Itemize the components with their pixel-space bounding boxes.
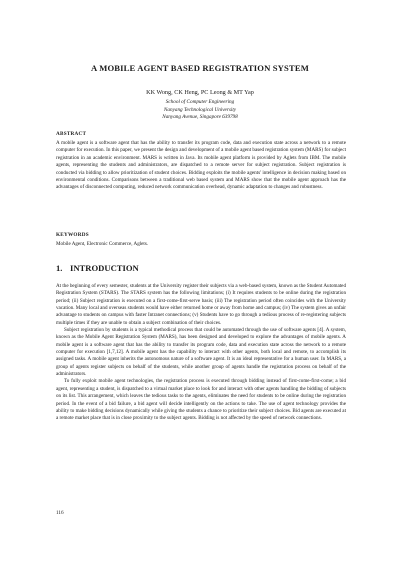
keywords-heading: KEYWORDS (56, 232, 89, 238)
body-paragraph: To fully exploit mobile agent technologies, the registration process is executed through bidding instead of first-come-first-come; a bid agent, representing a student, is dispatched to a virtual market place to look for and interact with other agents handling the bidding of subjects on its list. This arrangement, which leaves the tedious tasks to the agents, eliminates the need for students to be online during the registration period. In the event of a bid failure, a bid agent will decide intelligently on the actions to take. The use of agent technology provides the ability to make bidding decisions dynamically while giving the students a chance to prioritize their subject choices. Bid agents are executed at a remote market place that is in close proximity to the subject agents. Bidding is not affected by the speed of network connections. (56, 378, 346, 422)
abstract-text: A mobile agent is a software agent that has the ability to transfer its program code, data and execution state across a network to a remote computer for execution. In this paper, we present the design and development of a mobile agent based registration system (MARS) for subject registration in an academic environment. MARS is written in Java. Its mobile agent platform is provided by Aglets from IBM. The mobile agents, representing the students and administrators, are dispatched to a remote server for subject registration. Subject registration is conducted via bidding to allow prioritization of student choices. Bidding exploits the mobile agents' intelligence in decision making based on environmental conditions. Comparisons between a traditional web based system and MARS show that the mobile agent approach has the advantages of disconnected computing, reduced network communication overhead, dynamic adaptation to changes and robustness. (56, 140, 346, 191)
paper-title: A MOBILE AGENT BASED REGISTRATION SYSTEM (91, 63, 309, 73)
keywords-text: Mobile Agent, Electronic Commerce, Aglets. (56, 241, 149, 247)
affiliation-line: School of Computer Engineering (165, 99, 235, 105)
section-heading (56, 263, 139, 273)
abstract-heading: ABSTRACT (56, 131, 87, 137)
affiliation (0, 99, 400, 122)
body-paragraph: Subject registration by students is a typical methodical process that could be automated through the use of software agents [4]. A system, known as the Mobile Agent Registration System (MARS), has been designed and developed to explore the advantages of mobile agents. A mobile agent is a software agent that has the ability to transfer its program code, data and execution state across the network to a remote computer for execution [1,7,12]. A mobile agent has the capability to interact with other agents, both local and remote, to accomplish its assigned tasks. A mobile agent inherits the autonomous nature of a software agent. It is an ideal representative for a human user. In MARS, a group of agents register subjects on behalf of the students, while another group of agents handle the registration process on behalf of the administrators. (56, 327, 346, 378)
author-list: KK Wong, CK Heng, PC Leong & MT Yap (146, 89, 254, 96)
section-body (56, 283, 346, 423)
section-number: 1. (56, 263, 63, 273)
affiliation-line: Nanyang Avenue, Singapore 639798 (162, 114, 238, 121)
body-paragraph: At the beginning of every semester, students at the University register their subjects via a web-based system, known as the Student Automated Registration System (STARS). The STARS system has the following limitations; (i) It requires students to be online during the registration period; (ii) Subject registration is executed on a first-come-first-serve basis; (iii) The registration period often coincides with the University vacation. Many local and overseas students would have either returned home or away from home and campus; (iv) The system gives an unfair advantage to students on campus with faster Intranet connections; (v) Students have to go through a tedious process of re-registering subjects multiple times if they are unable to obtain a subject combination of their choices. (56, 283, 346, 326)
page-number: 116 (56, 510, 64, 516)
affiliation-line: Nanyang Technological University (163, 106, 237, 113)
section-title: INTRODUCTION (70, 263, 139, 273)
